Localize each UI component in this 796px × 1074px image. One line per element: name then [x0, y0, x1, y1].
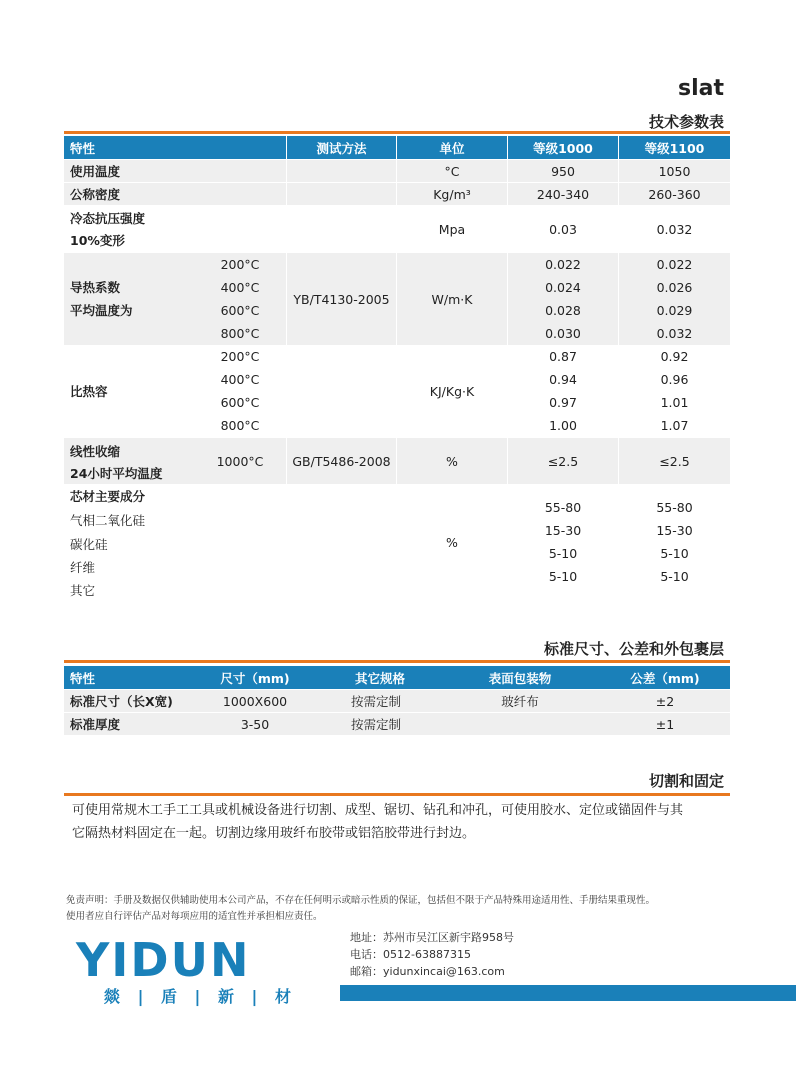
heatcap-g1100: 1.07 [660, 418, 689, 433]
email: 邮箱：yidunxincai@163.com [350, 965, 505, 978]
conduct-g1100: 0.026 [656, 280, 693, 295]
t2-row1-label: 标准尺寸（长X宽) [70, 694, 173, 709]
phone: 电话：0512-63887315 [350, 948, 471, 961]
conduct-g1000: 0.022 [545, 257, 581, 272]
heatcap-temp: 200°C [220, 349, 260, 364]
shrink-label: 线性收缩 [70, 443, 121, 459]
composition-label: 芯材主要成分 [70, 489, 146, 504]
use-temp-label: 使用温度 [70, 164, 121, 179]
shrink-g1000: ≤2.5 [547, 453, 579, 469]
header-method: 测试方法 [287, 136, 396, 159]
heatcap-g1000: 1.00 [549, 418, 577, 433]
heatcap-temp: 400°C [220, 372, 260, 387]
composition-g1100: 55-80 [656, 500, 693, 515]
conduct-g1100: 0.029 [656, 303, 693, 318]
use-temp-g1000: 950 [551, 163, 575, 179]
t2-row2-label: 标准厚度 [70, 717, 121, 732]
composition-item: 气相二氧化硅 [70, 512, 146, 528]
conduct-temp: 600°C [220, 303, 260, 318]
header-property: 特性 [64, 136, 286, 159]
heatcap-g1000: 0.87 [549, 349, 577, 364]
conduct-g1000: 0.028 [545, 303, 581, 318]
disclaimer-line: 免责声明：手册及数据仅供辅助使用本公司产品，不存在任何明示或暗示性质的保证，包括但不限于产品特殊用途适用性、手册结果重现性。 [66, 895, 656, 906]
conduct-g1100: 0.032 [656, 326, 693, 341]
heatcap-unit: KJ/Kg·K [429, 383, 475, 399]
t2-header-tolerance: 公差（mm) [600, 666, 730, 689]
shrink-unit: % [446, 453, 458, 469]
conduct-g1000: 0.024 [545, 280, 581, 295]
compress-sublabel: 10%变形 [70, 233, 125, 248]
heatcap-g1100: 0.96 [660, 372, 689, 387]
heatcap-g1100: 1.01 [660, 395, 689, 410]
composition-g1100: 5-10 [660, 546, 689, 561]
orange-divider [64, 131, 730, 134]
shrink-method: GB/T5486-2008 [292, 453, 391, 469]
heatcap-g1000: 0.94 [549, 372, 577, 387]
orange-divider [64, 660, 730, 663]
t2-row1-tolerance: ±2 [655, 693, 675, 709]
orange-divider [64, 793, 730, 796]
heatcap-temp: 600°C [220, 395, 260, 410]
shrink-temp: 1000°C [216, 453, 264, 469]
cutting-line: 可使用常规木工手工工具或机械设备进行切割、成型、锯切、钻孔和冲孔，可使用胶水、定位或锚固件与其 [72, 803, 684, 818]
disclaimer-line: 使用者应自行评估产品对每项应用的适宜性并承担相应责任。 [66, 911, 323, 922]
cutting-paragraph [72, 799, 722, 845]
shrink-sublabel: 24小时平均温度 [70, 465, 163, 481]
composition-g1000: 5-10 [548, 569, 578, 584]
compress-g1100: 0.032 [656, 221, 693, 237]
conduct-method: YB/T4130-2005 [293, 291, 390, 307]
conduct-g1000: 0.030 [545, 326, 581, 341]
conduct-temp: 400°C [220, 280, 260, 295]
disclaimer [66, 893, 746, 925]
shrink-g1100: ≤2.5 [659, 453, 690, 469]
compress-unit: Mpa [438, 221, 466, 237]
density-g1000: 240-340 [536, 186, 590, 202]
company-logo-subtitle: 燚 | 盾 | 新 | 材 [104, 987, 297, 1006]
header-grade1100: 等级1100 [619, 136, 730, 159]
density-label: 公称密度 [70, 187, 121, 202]
t2-header-other: 其它规格 [320, 666, 440, 689]
composition-g1000: 5-10 [548, 546, 578, 561]
cutting-title: 切割和固定 [648, 772, 724, 790]
address: 地址：苏州市吴江区新宇路958号 [350, 931, 514, 944]
conduct-g1100: 0.022 [656, 257, 693, 272]
header-unit: 单位 [397, 136, 507, 159]
composition-item: 纤维 [70, 559, 96, 575]
composition-unit: % [446, 534, 458, 550]
composition-item: 碳化硅 [70, 536, 108, 552]
compress-label: 冷态抗压强度 [70, 211, 146, 226]
t2-row1-other: 按需定制 [351, 694, 402, 709]
company-logo: YIDUN [76, 933, 251, 987]
t2-row2-size: 3-50 [240, 716, 270, 732]
product-name: slat [678, 76, 724, 101]
composition-g1100: 15-30 [656, 523, 693, 538]
use-temp-unit: °C [444, 163, 460, 179]
conduct-temp: 800°C [220, 326, 260, 341]
density-g1100: 260-360 [648, 186, 701, 202]
t2-row2-tolerance: ±1 [655, 716, 675, 732]
conduct-temp: 200°C [220, 257, 260, 272]
composition-g1000: 15-30 [544, 523, 582, 538]
footer-blue-bar [340, 985, 796, 1001]
cutting-line: 它隔热材料固定在一起。切割边缘用玻纤布胶带或铝箔胶带进行封边。 [72, 826, 476, 841]
t2-header-size: 尺寸（mm) [190, 666, 320, 689]
t2-row2-other: 按需定制 [351, 717, 402, 732]
conduct-sublabel: 平均温度为 [70, 303, 133, 318]
density-unit: Kg/m³ [433, 186, 471, 202]
conduct-unit: W/m·K [431, 291, 473, 307]
heatcap-temp: 800°C [220, 418, 260, 433]
use-temp-g1100: 1050 [658, 163, 691, 179]
t2-header-property: 特性 [70, 666, 95, 689]
composition-g1000: 55-80 [544, 500, 582, 515]
t2-row1-facing: 玻纤布 [501, 694, 539, 709]
composition-g1100: 5-10 [660, 569, 689, 584]
t2-row1-size: 1000X600 [222, 693, 288, 709]
t2-header-facing: 表面包装物 [460, 666, 580, 689]
tech-params-title: 技术参数表 [648, 113, 724, 131]
heatcap-g1000: 0.97 [549, 395, 577, 410]
composition-item: 其它 [70, 582, 96, 598]
heatcap-label: 比热容 [70, 384, 108, 399]
conduct-label: 导热系数 [70, 280, 121, 295]
header-grade1000: 等级1000 [508, 136, 618, 159]
compress-g1000: 0.03 [549, 221, 577, 237]
heatcap-g1100: 0.92 [660, 349, 689, 364]
size-tolerance-title: 标准尺寸、公差和外包裹层 [543, 640, 724, 658]
